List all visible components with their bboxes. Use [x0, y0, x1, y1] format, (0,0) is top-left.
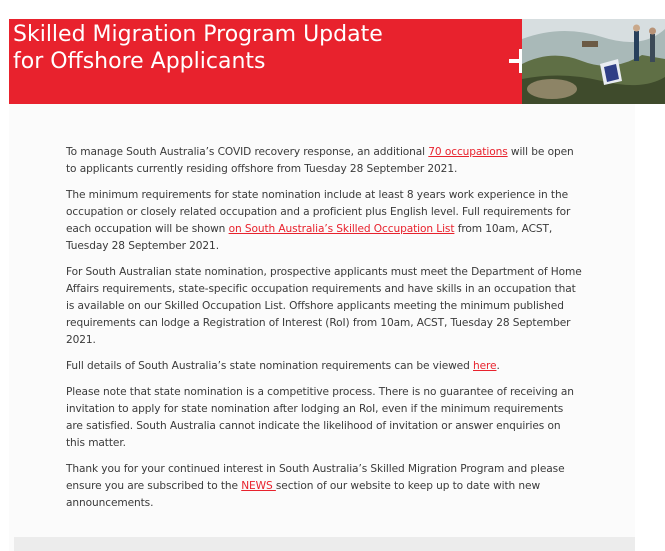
paragraph-competitive: Please note that state nomination is a competitive process. There is no guarantee of receiving an invitation to apply for state nomination after lodging an RoI, even if the minimum requirements are satisfied. South Australia cannot indicate the likelihood of invitation or answer enquiries on this matter. [66, 386, 574, 449]
paragraph-nomination: For South Australian state nomination, prospective applicants must meet the Department of Home Affairs requirements, state-specific occupation requirements and have skills in an occupation that is available on our Skilled Occupation List. Offshore applicants meeting the minimum published requirements can lodge a Registration of Interest (RoI) from 10am, ACST, Tuesday 28 September 2021. [66, 266, 582, 346]
hero-banner [9, 19, 665, 104]
paragraph-thanks [66, 461, 582, 512]
paragraph-intro [66, 144, 582, 178]
text-segment: To manage South Australia’s COVID recovery response, an additional [66, 146, 429, 158]
text-segment: . [496, 360, 500, 372]
article-body [66, 144, 582, 521]
footer-bar [14, 537, 635, 551]
hero-photo [522, 19, 665, 104]
skilled-occupation-list-link[interactable]: on South Australia’s Skilled Occupation List [228, 223, 455, 235]
news-link[interactable]: NEWS [241, 480, 276, 492]
text-segment: Full details of South Australia’s state nomination requirements can be viewed [66, 360, 473, 372]
text-segment: section of our website to keep up to date with new announcements. [66, 480, 541, 509]
text-segment: from 10am, ACST, Tuesday 28 September 2021. [66, 223, 553, 252]
occupations-link[interactable]: 70 occupations [428, 146, 508, 158]
text-segment: Thank you for your continued interest in South Australia’s Skilled Migration Program and please ensure you are subscribed to the [66, 463, 565, 492]
paragraph-details [66, 358, 582, 375]
details-here-link[interactable]: here [473, 360, 497, 372]
landscape-image [522, 19, 665, 104]
text-segment: will be open to applicants currently residing offshore from Tuesday 28 September 2021. [66, 146, 574, 175]
page-title [13, 21, 383, 75]
page-title-line-2: for Offshore Applicants [13, 49, 266, 74]
page-title-line-1: Skilled Migration Program Update [13, 22, 383, 47]
text-segment: The minimum requirements for state nomination include at least 8 years work experience in the occupation or closely related occupation and a proficient plus English level. Full requirements for each occupation will be shown [66, 189, 571, 235]
paragraph-requirements [66, 187, 582, 255]
